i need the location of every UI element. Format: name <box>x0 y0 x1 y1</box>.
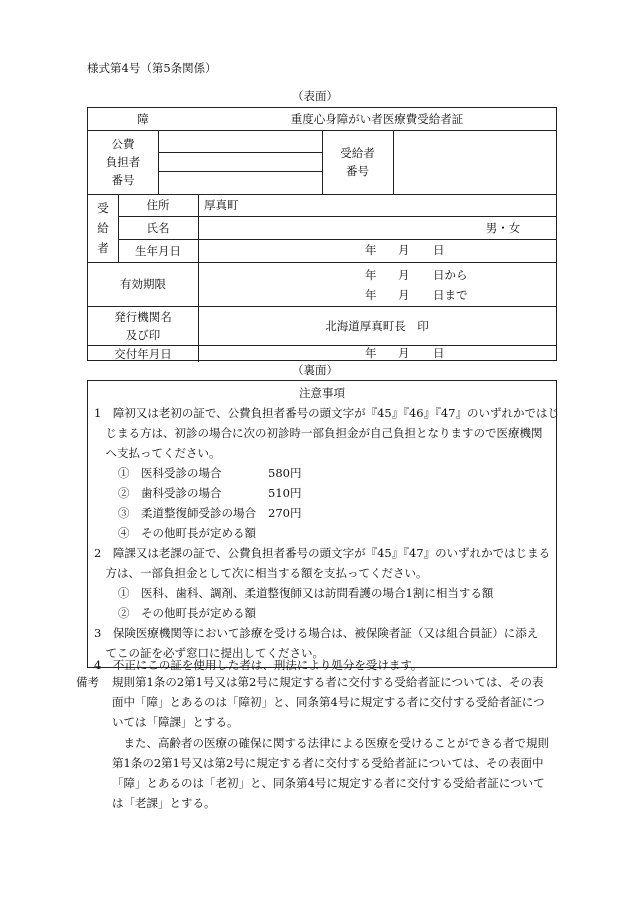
valid-period-label: 有効期限 <box>120 277 166 291</box>
birth-date-value: 年 月 日 <box>365 243 445 257</box>
note-line: じまる方は、初診の場合に次の初診時一部負担金が自己負担となりますので医療機関 <box>94 426 543 440</box>
remarks-line: また、高齢者の医療の確保に関する法律による医療を受けることができる者で規則 <box>112 736 549 750</box>
remarks-label: 備考 <box>76 675 99 689</box>
remarks-line: は「老課」とする。 <box>112 796 216 810</box>
recipient-number-label: 受給者 番号 <box>340 146 375 178</box>
birth-date-label: 生年月日 <box>135 243 181 258</box>
note-line: てこの証を必ず窓口に提出してください。 <box>94 646 324 660</box>
fee-dental-value: 510円 <box>268 486 302 500</box>
gender-value: 男・女 <box>485 220 521 235</box>
address-value: 厚真町 <box>204 198 239 212</box>
front-card: 障 重度心身障がい者医療費受給者証 公費 負担者 番号 受給者 番号 受 給 者 住所 厚真町 氏名 男・女 生年月日 年 月 日 有効期限 年 月 日から 年 月 日まで 発行機関名 及び印 北海道厚真町長 印 交付年月日 年 月 日 <box>87 107 557 361</box>
note-sub-item: ② その他町長が定める額 <box>118 606 256 620</box>
fee-judo-value: 270円 <box>268 506 302 520</box>
back-notes <box>87 380 559 672</box>
note-line: 方は、一部負担金として次に相当する額を支払ってください。 <box>94 566 428 580</box>
front-label: （表面） <box>292 89 338 103</box>
issuer-label: 発行機関名 及び印 <box>114 309 172 342</box>
fee-other: ④ その他町長が定める額 <box>118 526 256 540</box>
note-sub-item: ① 医科、歯科、調剤、柔道整復師又は訪問看護の場合1割に相当する額 <box>118 586 494 600</box>
remarks-line: 第1条の2第1号又は第2号に規定する者に交付する受給者証については、その表面中 <box>112 756 544 770</box>
name-label: 氏名 <box>146 220 170 235</box>
remarks-line: いては「障課」とする。 <box>112 715 239 729</box>
address-label: 住所 <box>146 198 170 212</box>
fee-medical-value: 580円 <box>268 466 302 480</box>
certificate-title: 重度心身障がい者医療費受給者証 <box>290 112 464 126</box>
remarks-line: 面中「障」とあるのは「障初」と、同条第4号に規定する者に交付する受給者証につ <box>112 695 545 709</box>
recipient-label: 受 給 者 <box>97 201 109 255</box>
remarks-line: 「障」とあるのは「老初」と、同条第4号に規定する者に交付する受給者証について <box>112 776 545 790</box>
remarks-line: 規則第1条の2第1号又は第2号に規定する者に交付する受給者証については、その表 <box>112 675 544 689</box>
category-cell: 障 <box>137 112 149 126</box>
issue-date-label: 交付年月日 <box>114 346 172 361</box>
issuer-value: 北海道厚真町長 印 <box>325 318 429 333</box>
note-line: へ支払ってください。 <box>94 446 221 460</box>
burden-number-label: 公費 負担者 番号 <box>105 137 141 187</box>
form-label: 様式第4号（第5条関係） <box>87 61 217 75</box>
note-line: 1 障初又は老初の証で、公費負担者番号の頭文字が『45』『46』『47』のいずれかではじ <box>94 406 559 420</box>
fee-judo: ③ 柔道整復師受診の場合 <box>118 506 256 520</box>
fee-medical: ① 医科受診の場合 <box>118 466 222 480</box>
note-line: 4 不正にこの証を使用した者は、刑法により処分を受けます。 <box>94 658 423 672</box>
back-label: （裏面） <box>292 363 338 377</box>
note-line: 3 保険医療機関等において診療を受ける場合は、被保険者証（又は組合員証）に添え <box>94 626 539 640</box>
notes-heading: 注意事項 <box>299 386 345 400</box>
fee-dental: ② 歯科受診の場合 <box>118 486 222 500</box>
note-line: 2 障課又は老課の証で、公費負担者番号の頭文字が『45』『47』のいずれかではじまる <box>94 546 551 560</box>
